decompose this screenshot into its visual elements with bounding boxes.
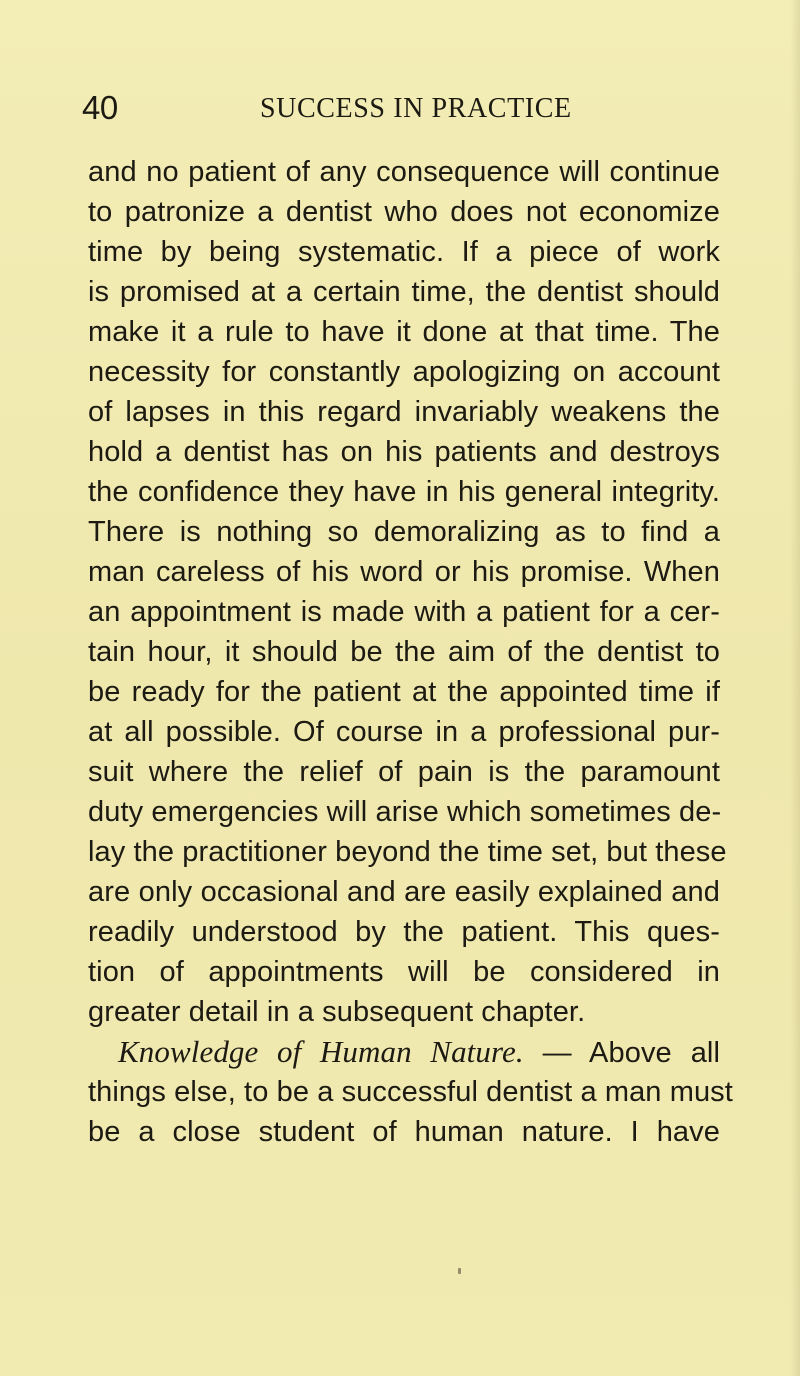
text-line: time by being systematic. If a piece of work	[88, 236, 720, 268]
text-line: an appointment is made with a patient for a cer-	[88, 596, 720, 628]
running-head: SUCCESS IN PRACTICE	[260, 93, 572, 124]
text-line: tain hour, it should be the aim of the dentist to	[88, 636, 720, 668]
text-line: and no patient of any consequence will continue	[88, 156, 720, 188]
text-line: are only occasional and are easily explained and	[88, 876, 720, 908]
text-line: at all possible. Of course in a professional pur-	[88, 716, 720, 748]
text-line: There is nothing so demoralizing as to find a	[88, 516, 720, 548]
text-line: things else, to be a successful dentist a man must	[88, 1076, 733, 1108]
body-text	[88, 152, 733, 1152]
text-line: hold a dentist has on his patients and destroys	[88, 436, 720, 468]
text-line: the confidence they have in his general integrity.	[88, 476, 720, 508]
text-line: to patronize a dentist who does not economize	[88, 196, 720, 228]
page-header	[82, 88, 732, 138]
text-line: readily understood by the patient. This ques-	[88, 916, 720, 948]
paper-speck	[458, 1268, 461, 1274]
text-line: is promised at a certain time, the dentist should	[88, 276, 720, 308]
text-line: be a close student of human nature. I have	[88, 1116, 720, 1148]
text-line: man careless of his word or his promise. When	[88, 556, 720, 588]
text-line: suit where the relief of pain is the paramount	[88, 756, 720, 788]
section-heading-line	[88, 1032, 720, 1072]
text-line: of lapses in this regard invariably weakens the	[88, 396, 720, 428]
page-edge-shadow	[790, 0, 800, 1376]
text-line: tion of appointments will be considered in	[88, 956, 720, 988]
section-heading: Knowledge of Human Nature.	[118, 1034, 524, 1069]
text-line: make it a rule to have it done at that time. The	[88, 316, 720, 348]
text-line: duty emergencies will arise which sometimes de-	[88, 796, 722, 828]
page-number: 40	[82, 89, 118, 126]
text-line: necessity for constantly apologizing on account	[88, 356, 720, 388]
text-line: lay the practitioner beyond the time set, but these	[88, 836, 727, 868]
text-line: be ready for the patient at the appointed time if	[88, 676, 720, 708]
section-heading-continuation: — Above all	[523, 1037, 721, 1069]
text-line: greater detail in a subsequent chapter.	[88, 996, 586, 1028]
